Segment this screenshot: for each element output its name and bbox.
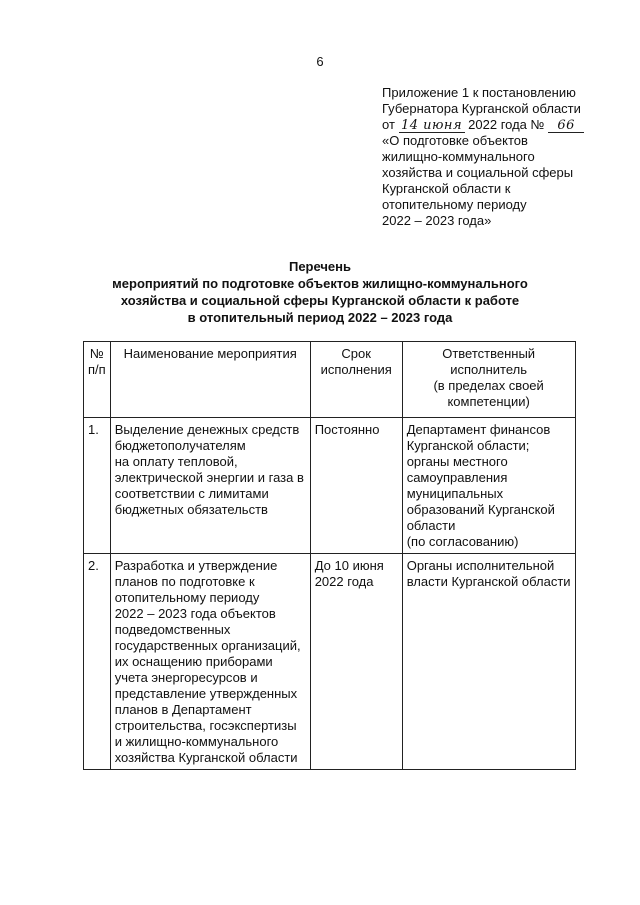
cell-line: учета энергоресурсов и — [114, 670, 258, 685]
cell-line: № — [89, 346, 104, 361]
appendix-line-7: Курганской области к — [382, 181, 511, 196]
cell-line: государственных организаций, — [114, 638, 301, 653]
table-row — [84, 418, 576, 554]
cell-line: и жилищно-коммунального — [114, 734, 279, 749]
cell-line: бюджетополучателям — [114, 438, 246, 453]
cell-line: области — [406, 518, 456, 533]
cell-line: представление утвержденных — [114, 686, 298, 701]
cell-line: Ответственный — [442, 346, 536, 361]
handwritten-date: 14 июня — [399, 120, 465, 133]
table-header-row — [84, 342, 576, 418]
row-name — [110, 554, 310, 770]
appendix-year-label: 2022 года № — [468, 117, 545, 132]
appendix-line-6: хозяйства и социальной сферы — [382, 165, 574, 180]
cell-line: Срок — [341, 346, 371, 361]
cell-line: хозяйства Курганской области — [114, 750, 298, 765]
header-num — [84, 342, 111, 418]
page-number: 6 — [316, 54, 324, 69]
cell-line: муниципальных — [406, 486, 504, 501]
appendix-header — [382, 85, 622, 229]
header-term — [310, 342, 402, 418]
row-term — [310, 554, 402, 770]
cell-line: планов по подготовке к — [114, 574, 255, 589]
cell-line: исполнения — [320, 362, 392, 377]
cell-line: п/п — [88, 362, 106, 377]
header-name — [110, 342, 310, 418]
row-responsible — [402, 418, 575, 554]
row-term — [310, 418, 402, 554]
cell-line: исполнитель — [450, 362, 527, 377]
appendix-line-1: Приложение 1 к постановлению — [382, 85, 576, 100]
cell-line: Органы исполнительной — [406, 558, 555, 573]
cell-line: соответствии с лимитами — [114, 486, 269, 501]
title-line-4: в отопительный период 2022 – 2023 года — [187, 310, 453, 325]
appendix-date-prefix: от — [382, 117, 395, 132]
events-table — [83, 341, 576, 770]
cell-line: отопительному периоду — [114, 590, 260, 605]
cell-line: самоуправления — [406, 470, 508, 485]
cell-line: 2022 года — [314, 574, 374, 589]
row-num: 2. — [84, 554, 111, 770]
cell-line: (в пределах своей — [433, 378, 544, 393]
table-row — [84, 554, 576, 770]
title-line-1: Перечень — [288, 259, 352, 274]
cell-line: Выделение денежных средств — [114, 422, 300, 437]
cell-line: Департамент финансов — [406, 422, 551, 437]
appendix-line-9: 2022 – 2023 года» — [382, 213, 492, 228]
row-name — [110, 418, 310, 554]
cell-line: (по согласованию) — [406, 534, 519, 549]
cell-line: компетенции) — [447, 394, 530, 409]
cell-line: Наименование мероприятия — [123, 346, 297, 361]
cell-line: их оснащению приборами — [114, 654, 273, 669]
cell-line: бюджетных обязательств — [114, 502, 268, 517]
row-responsible — [402, 554, 575, 770]
title-line-2: мероприятий по подготовке объектов жилищно-коммунального — [112, 276, 528, 291]
cell-line: на оплату тепловой, — [114, 454, 238, 469]
appendix-line-4: «О подготовке объектов — [382, 133, 528, 148]
cell-line: планов в Департамент — [114, 702, 252, 717]
handwritten-number: 66 — [548, 120, 584, 133]
cell-line: Постоянно — [314, 422, 380, 437]
header-responsible — [402, 342, 575, 418]
appendix-line-5: жилищно-коммунального — [382, 149, 535, 164]
cell-line: органы местного — [406, 454, 508, 469]
cell-line: Курганской области; — [406, 438, 530, 453]
cell-line: 2022 – 2023 года объектов — [114, 606, 276, 621]
cell-line: электрической энергии и газа в — [114, 470, 304, 485]
appendix-line-3 — [382, 117, 622, 133]
cell-line: подведомственных — [114, 622, 231, 637]
title-line-3: хозяйства и социальной сферы Курганской области к работе — [120, 293, 520, 308]
cell-line: образований Курганской — [406, 502, 555, 517]
cell-line: До 10 июня — [314, 558, 384, 573]
cell-line: власти Курганской области — [406, 574, 571, 589]
cell-line: строительства, госэкспертизы — [114, 718, 297, 733]
appendix-line-2: Губернатора Курганской области — [382, 101, 581, 116]
cell-line: Разработка и утверждение — [114, 558, 278, 573]
appendix-line-8: отопительному периоду — [382, 197, 527, 212]
document-title — [0, 258, 640, 326]
row-num: 1. — [84, 418, 111, 554]
